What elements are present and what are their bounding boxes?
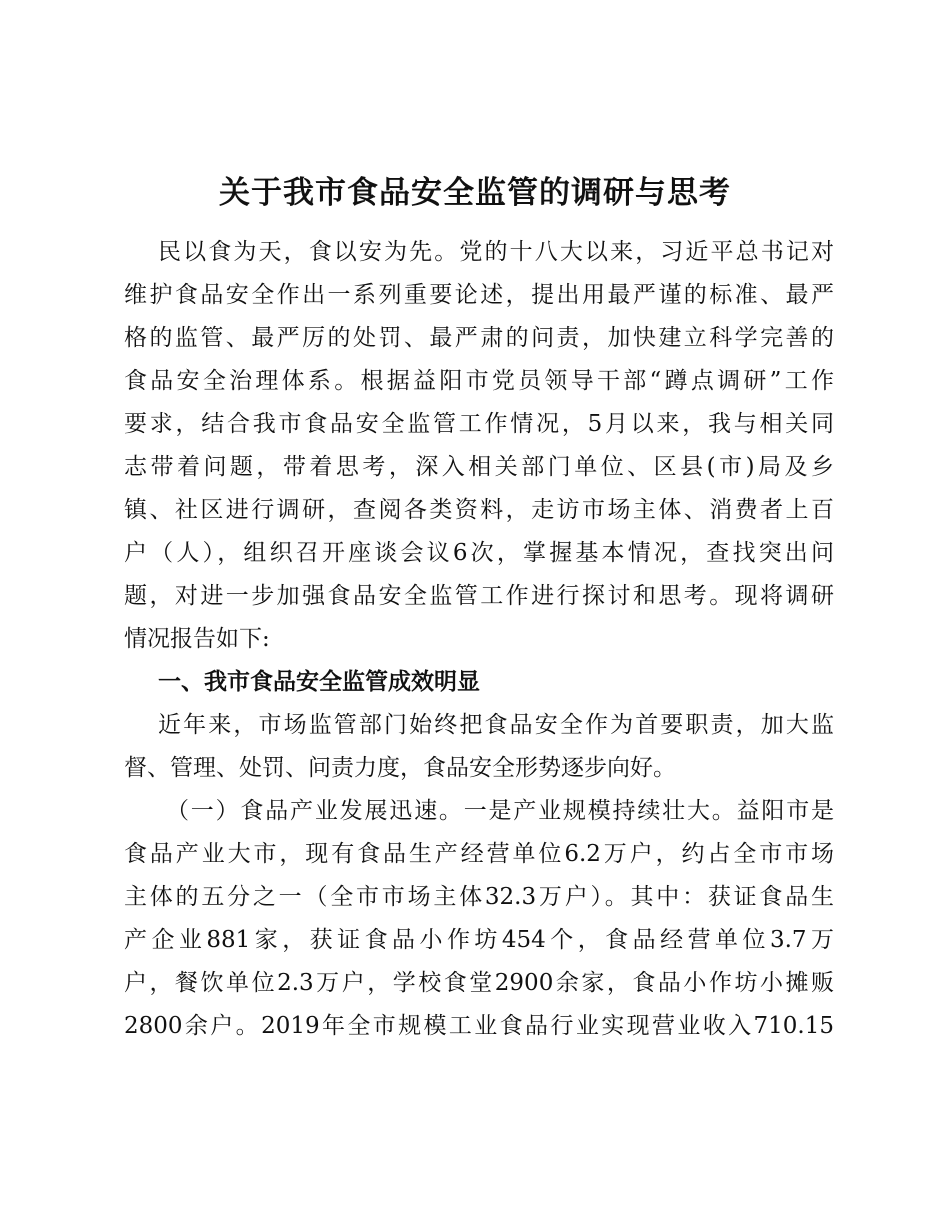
paragraph-line: 题，对进一步加强食品安全监管工作进行探讨和思考。现将调研 — [124, 583, 834, 609]
document-title: 关于我市食品安全监管的调研与思考 — [219, 175, 731, 211]
paragraph-line: 食品产业大市，现有食品生产经营单位6.2万户，约占全市市场 — [124, 841, 834, 867]
paragraph-line: 户（人），组织召开座谈会议6次，掌握基本情况，查找突出问 — [124, 540, 834, 566]
paragraph-line: 情况报告如下: — [124, 626, 270, 652]
paragraph-line: 2800余户。2019年全市规模工业食品行业实现营业收入710.15 — [124, 1013, 834, 1039]
paragraph-line: 产企业881家，获证食品小作坊454个，食品经营单位3.7万 — [124, 927, 834, 953]
paragraph-line: 督、管理、处罚、问责力度，食品安全形势逐步向好。 — [124, 755, 676, 781]
paragraph-line: 户，餐饮单位2.3万户，学校食堂2900余家，食品小作坊小摊贩 — [124, 970, 834, 996]
paragraph-line: 志带着问题，带着思考，深入相关部门单位、区县(市)局及乡 — [124, 454, 834, 480]
paragraph-line: 近年来，市场监管部门始终把食品安全作为首要职责，加大监 — [158, 712, 834, 738]
paragraph-line: 维护食品安全作出一系列重要论述，提出用最严谨的标准、最严 — [124, 282, 834, 308]
paragraph-line: （一）食品产业发展迅速。一是产业规模持续壮大。益阳市是 — [166, 798, 834, 824]
paragraph-line: 民以食为天，食以安为先。党的十八大以来，习近平总书记对 — [158, 239, 834, 265]
section-heading: 一、我市食品安全监管成效明显 — [158, 668, 480, 695]
paragraph-line: 镇、社区进行调研，查阅各类资料，走访市场主体、消费者上百 — [124, 497, 834, 523]
paragraph-line: 主体的五分之一（全市市场主体32.3万户）。其中：获证食品生 — [124, 884, 834, 910]
paragraph-line: 要求，结合我市食品安全监管工作情况，5月以来，我与相关同 — [124, 411, 834, 437]
paragraph-line: 格的监管、最严厉的处罚、最严肃的问责，加快建立科学完善的 — [124, 325, 834, 351]
paragraph-line: 食品安全治理体系。根据益阳市党员领导干部“蹲点调研”工作 — [124, 368, 834, 394]
